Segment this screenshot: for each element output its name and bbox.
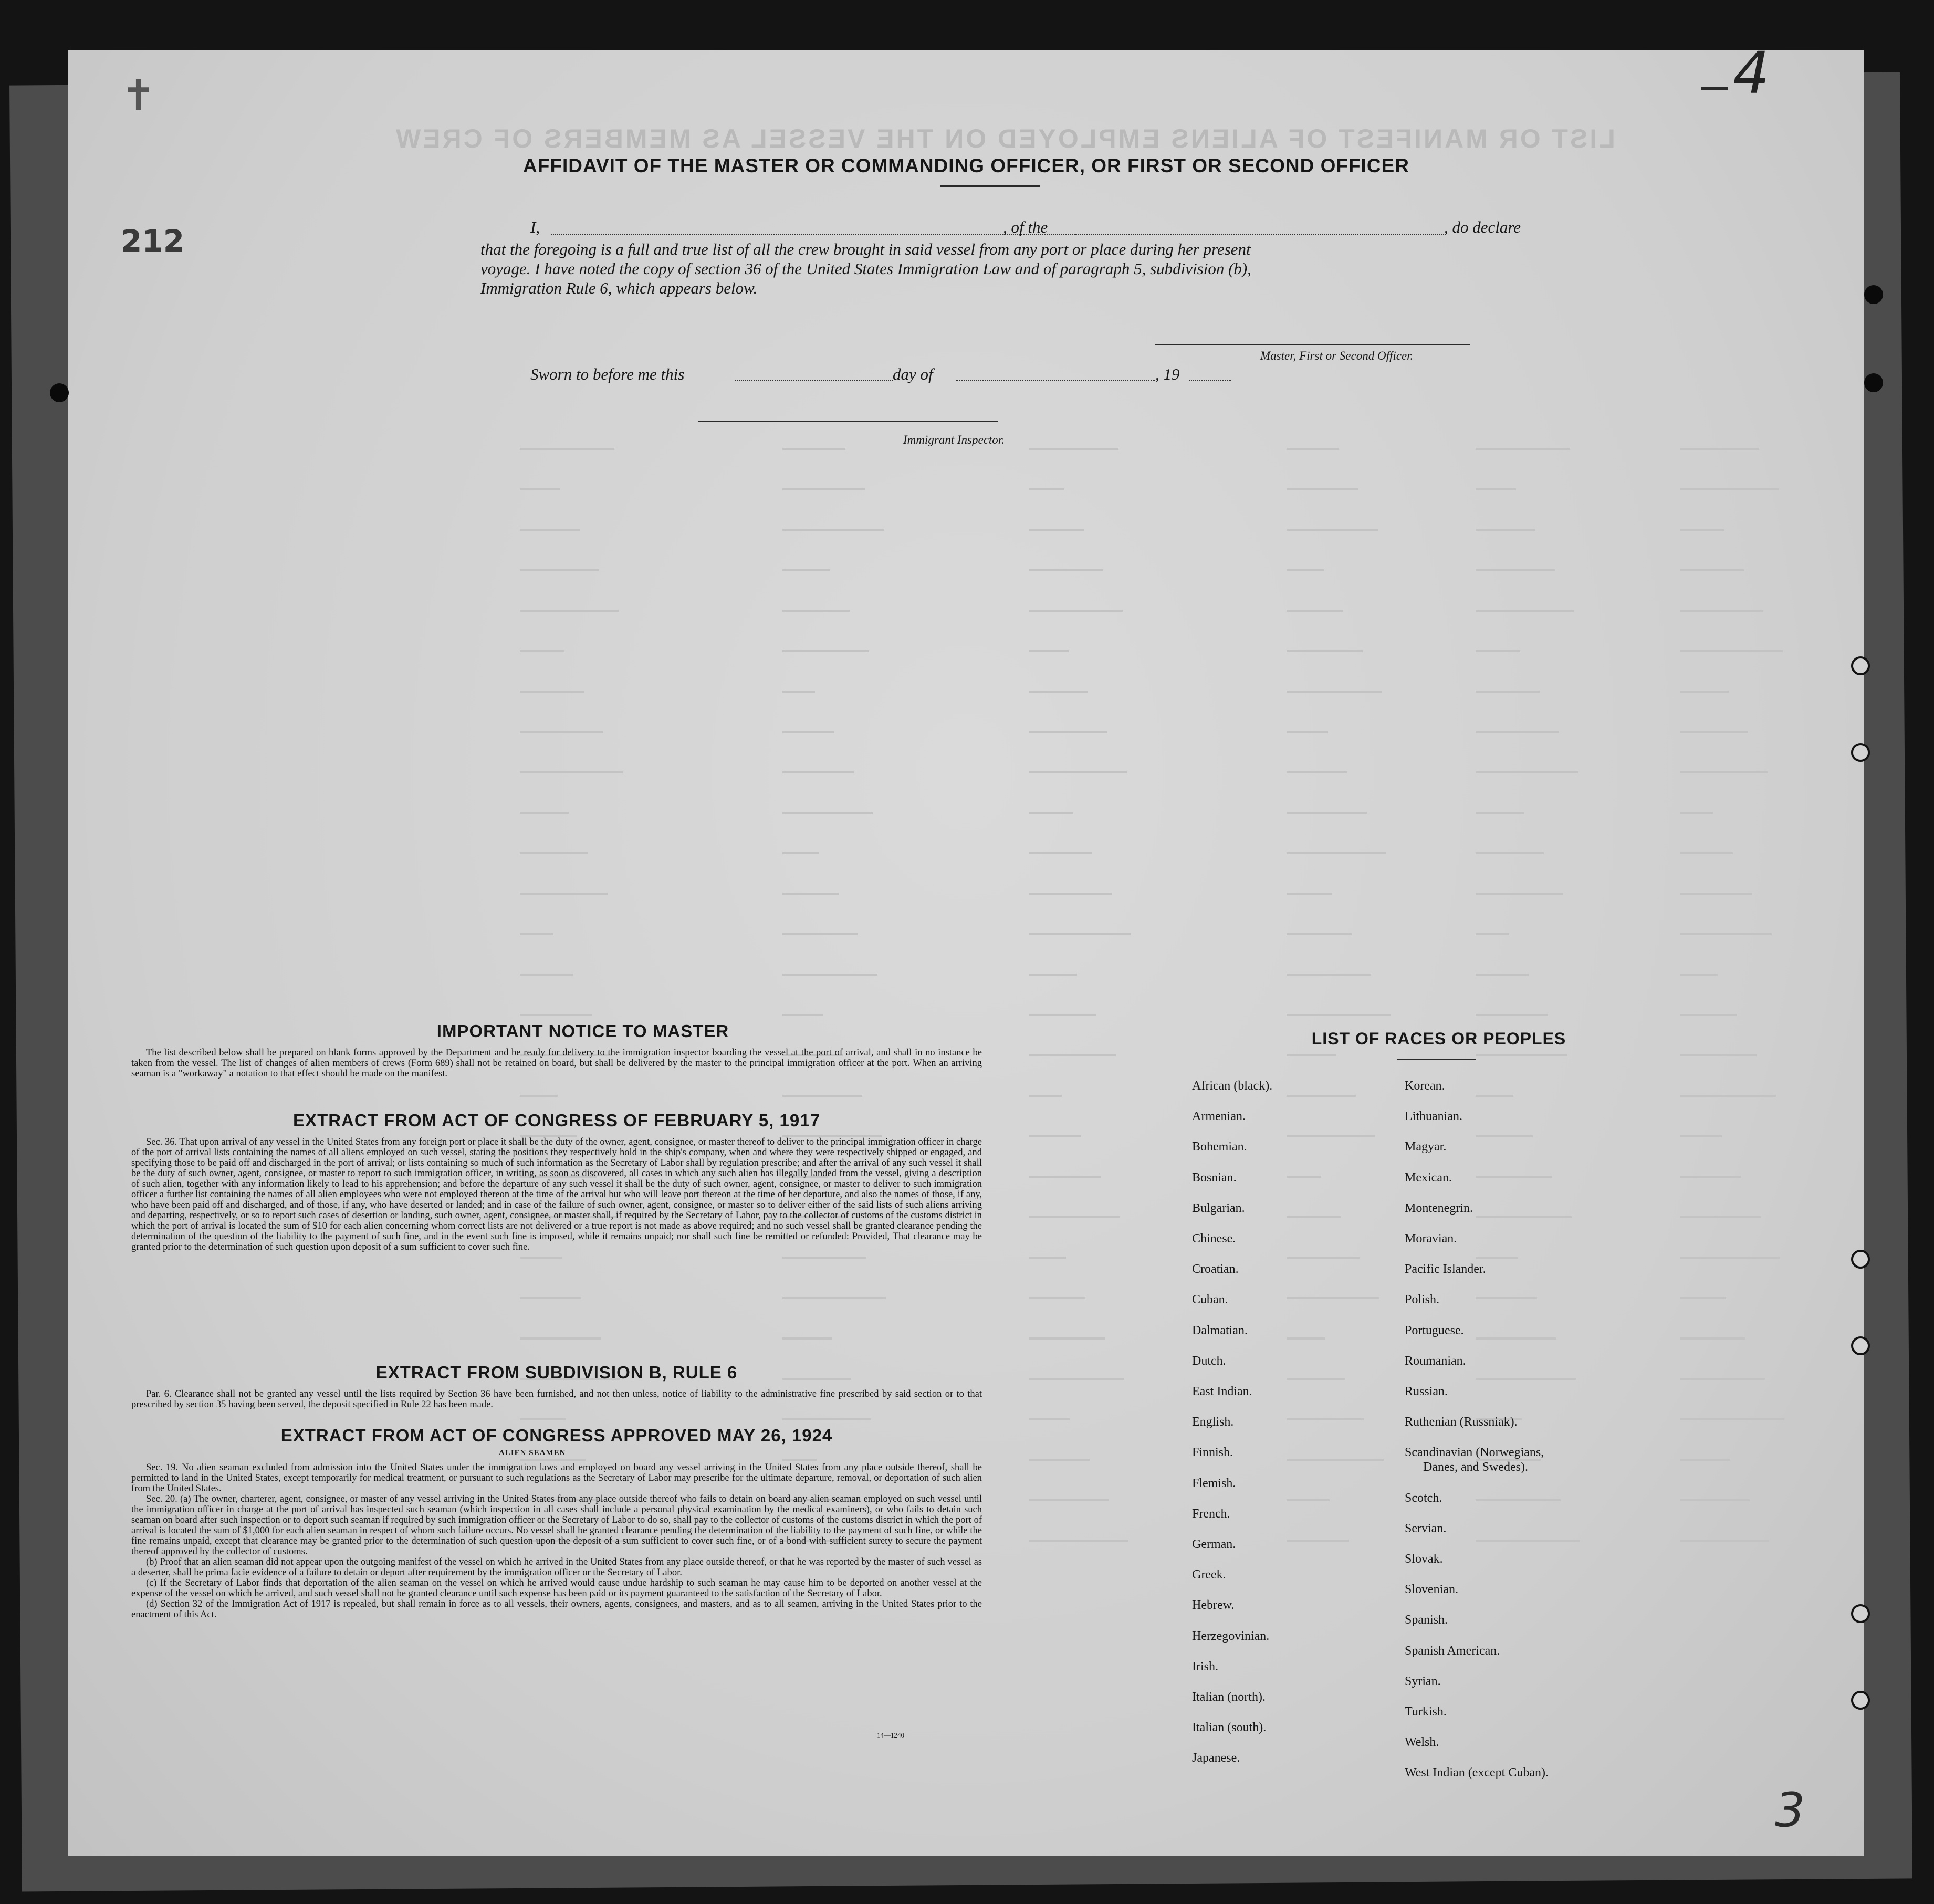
race-item: Hebrew.: [1192, 1598, 1235, 1613]
bleed-through-row: [383, 681, 1749, 704]
race-item: Armenian.: [1192, 1110, 1246, 1124]
race-item: Scandinavian (Norwegians,: [1405, 1446, 1544, 1460]
sworn-year-prefix: , 19: [1155, 365, 1180, 383]
master-signature-line[interactable]: [1155, 344, 1470, 345]
bleed-through-row: [383, 802, 1749, 825]
race-item: English.: [1192, 1415, 1234, 1429]
bleed-through-row: [383, 641, 1749, 664]
affidavit-line-3: voyage. I have noted the copy of section 36 of the United States Immigration Law and of paragraph 5, subdivision (b),: [480, 259, 1251, 278]
punch-hole: [1864, 373, 1883, 392]
race-item: Syrian.: [1405, 1674, 1441, 1688]
master-signature-label: Master, First or Second Officer.: [1260, 349, 1414, 362]
bleed-through-row: [383, 1085, 1749, 1108]
race-item: Welsh.: [1405, 1735, 1439, 1750]
affidavit-line-2: that the foregoing is a full and true list of all the crew brought in said vessel from any port or place during her present: [480, 240, 1251, 258]
race-item: Polish.: [1405, 1293, 1440, 1307]
bottom-number-mark: 3: [1775, 1783, 1805, 1838]
race-item: Roumanian.: [1405, 1354, 1466, 1368]
corner-scribble: ✝: [121, 71, 156, 120]
bleed-through-row: [383, 1288, 1749, 1311]
alien-seamen-subtitle: ALIEN SEAMEN: [499, 1449, 566, 1457]
form-code: 14—1240: [877, 1731, 904, 1739]
notice-text: The list described below shall be prepared on blank forms approved by the Department and be ready for delivery to the immigration inspector boarding the vessel at the port of arrival, and shall in no instance be taken from the vessel. The list of changes of alien members of crews (Form 689) shall not be retained on board, but shall be delivered by the master to the principal immigration officer at the port. When an arriving seaman is a "workaway" a notation to that effect should be made on the manifest.: [131, 1048, 982, 1079]
affidavit-do-declare: , do declare: [1444, 218, 1521, 236]
left-margin-number: 212: [121, 223, 185, 259]
page-number-mark: 4: [1733, 39, 1770, 107]
race-item: Japanese.: [1192, 1751, 1240, 1765]
affidavit-of-the: , of the: [1003, 218, 1048, 236]
title-rule: [940, 185, 1040, 187]
race-item: Cuban.: [1192, 1293, 1228, 1307]
extract-rule6-title: EXTRACT FROM SUBDIVISION B, RULE 6: [375, 1363, 738, 1382]
extract-1917-text: Sec. 36. That upon arrival of any vessel in the United States from any foreign port or place it shall be the duty of the owner, agent, consignee, or master thereof to deliver to the principal immigration officer in charge of the port of arrival lists containing the names of all aliens employed on such vessel, stating the positions they respectively hold in the ship's company, when and where they were respectively shipped or engaged, and specifying those to be paid off and discharged in the port of arrival; or lists containing so much of such information as the Secretary of Labor shall by regulation prescribe; and after the arrival of any such vessel it shall be the duty of such owner, agent, consignee, or master to report to such immigration officer, in writing, as soon as discovered, all cases in which any such alien has illegally landed from the vessel, giving a description of such alien, together with any information likely to lead to his apprehension; and before the departure of any such vessel it shall be the duty of such owner, agent, consignee, or master to deliver to such immigration officer a further list containing the names of all alien employees who were not employed thereon at the time of the arrival but who will leave port thereon at the time of her departure, and also the names of those, if any, who have been paid off and discharged, and of those, if any, who have deserted or landed; and in case of the failure of such owner, agent, consignee, or master so to deliver either of the said lists of such aliens arriving and departing, respectively, or so to report such cases of desertion or landing, such owner, agent, consignee, or master shall, if required by the Secretary of Labor, pay to the collector of customs of the customs district in which the port of arrival is located the sum of $10 for each alien concerning whom correct lists are not delivered or a true report is not made as above required; and no such vessel shall be granted clearance pending the determination of the question of the liability to the payment of such fine, and in the event such fine is imposed, while it remains unpaid; nor shall such fine be remitted or refunded: Provided, That clearance may be granted prior to the determination of such question upon deposit of a sum sufficient to cover such fine.: [131, 1137, 982, 1252]
race-item: Scotch.: [1405, 1491, 1442, 1505]
extract-1924-text: [131, 1462, 982, 1620]
punch-hole: [1851, 656, 1870, 675]
bleed-through-row: [383, 924, 1749, 947]
race-item: Chinese.: [1192, 1232, 1236, 1246]
bleed-through-row: [383, 438, 1749, 462]
extract-1924-paragraph: (d) Section 32 of the Immigration Act of 1917 is repealed, but shall remain in force as to all vessels, their owners, agents, consignees, and masters, and as to all seamen, arriving in the United States prior to the enactment of this Act.: [131, 1599, 982, 1620]
master-name-blank[interactable]: [551, 234, 1076, 235]
vessel-name-blank[interactable]: [1066, 234, 1444, 235]
bleed-through-row: [383, 762, 1749, 785]
race-item: West Indian (except Cuban).: [1405, 1766, 1549, 1780]
race-item: Lithuanian.: [1405, 1110, 1462, 1124]
bleed-through-row: [383, 1328, 1749, 1351]
race-item: Flemish.: [1192, 1476, 1236, 1490]
race-item: Bohemian.: [1192, 1140, 1247, 1154]
affidavit-line-4: Immigration Rule 6, which appears below.: [480, 279, 758, 297]
bleed-through-row: [383, 519, 1749, 542]
sworn-day-of: day of: [893, 365, 933, 383]
punch-hole: [1851, 1691, 1870, 1710]
race-item: Italian (south).: [1192, 1721, 1267, 1735]
extract-1924-paragraph: Sec. 19. No alien seaman excluded from admission into the United States under the immigration laws and employed on board any vessel arriving in the United States from any place outside thereof, shall be permitted to land in the United States, except temporarily for medical treatment, or pursuant to such regulations as the Secretary of Labor may prescribe for the ultimate departure, removal, or deportation of such alien from the United States.: [131, 1462, 982, 1494]
notice-title: IMPORTANT NOTICE TO MASTER: [436, 1021, 729, 1041]
race-item: German.: [1192, 1537, 1236, 1551]
race-item: Portuguese.: [1405, 1323, 1464, 1337]
race-item: Slovak.: [1405, 1552, 1443, 1566]
race-item: Slovenian.: [1405, 1583, 1458, 1597]
race-item: Dalmatian.: [1192, 1323, 1248, 1337]
extract-rule6-text: Par. 6. Clearance shall not be granted any vessel until the lists required by Section 36 have been furnished, and not then unless, notice of liability to the administrative fine prescribed by said section or to that prescribed by section 35 having been served, the deposit specified in Rule 22 has been made.: [131, 1389, 982, 1410]
race-item: Greek.: [1192, 1568, 1226, 1582]
bleed-through-row: [383, 600, 1749, 623]
race-item: Spanish American.: [1405, 1644, 1500, 1658]
sworn-year-blank[interactable]: [1189, 380, 1231, 381]
race-item: Herzegovinian.: [1192, 1629, 1270, 1643]
race-item: Korean.: [1405, 1079, 1445, 1093]
bleed-through-row: [383, 883, 1749, 906]
race-item: Dutch.: [1192, 1354, 1226, 1368]
race-item: Croatian.: [1192, 1262, 1239, 1277]
page-number-dash: [1701, 87, 1728, 90]
extract-1924-paragraph: (c) If the Secretary of Labor finds that deportation of the alien seaman on the vessel on which he arrived would cause undue hardship to such seaman he may cause him to be deported on another vessel at the expense of the vessel on which he arrived, and such vessel shall not be granted clearance until such expense has been paid or its payment guaranteed to the satisfaction of the Secretary of Labor.: [131, 1578, 982, 1599]
punch-hole: [1851, 1336, 1870, 1355]
extract-1924-title: EXTRACT FROM ACT OF CONGRESS APPROVED MAY 26, 1924: [280, 1426, 833, 1445]
affidavit-i: I,: [530, 218, 540, 236]
extract-1917-title: EXTRACT FROM ACT OF CONGRESS OF FEBRUARY 5, 1917: [293, 1111, 820, 1130]
punch-hole: [1851, 1250, 1870, 1269]
bleed-through-row: [383, 560, 1749, 583]
race-item: Irish.: [1192, 1659, 1218, 1673]
race-item: Turkish.: [1405, 1705, 1447, 1719]
punch-hole: [1851, 1604, 1870, 1623]
extract-1924-paragraph: (b) Proof that an alien seaman did not appear upon the outgoing manifest of the vessel on which he arrived in the United States from any place outside thereof, or that he was reported by the master of such vessel as a deserter, shall be prima facie evidence of a failure to detain or deport after requirement by the immigration officer or the Secretary of Labor.: [131, 1557, 982, 1578]
race-item: African (black).: [1192, 1079, 1273, 1093]
race-item: Bulgarian.: [1192, 1201, 1245, 1215]
race-item: Mexican.: [1405, 1170, 1452, 1185]
race-item: Moravian.: [1405, 1232, 1457, 1246]
bleed-through-row: [383, 479, 1749, 502]
sworn-day-blank[interactable]: [735, 380, 893, 381]
race-item: Servian.: [1405, 1521, 1447, 1535]
inspector-signature-line[interactable]: [698, 421, 998, 422]
punch-hole: [1851, 743, 1870, 762]
bleed-through-heading: LIST OR MANIFEST OF ALIENS EMPLOYED ON THE VESSEL AS MEMBERS OF CREW: [394, 124, 1615, 153]
races-title-rule: [1397, 1059, 1476, 1060]
race-item: Ruthenian (Russniak).: [1405, 1415, 1518, 1429]
bleed-through-row: [383, 964, 1749, 987]
bleed-through-row: [383, 843, 1749, 866]
race-item: Bosnian.: [1192, 1170, 1237, 1185]
race-item: Danes, and Swedes).: [1423, 1460, 1528, 1474]
race-item: Pacific Islander.: [1405, 1262, 1486, 1277]
races-title: LIST OF RACES OR PEOPLES: [1311, 1029, 1566, 1048]
race-item: Spanish.: [1405, 1613, 1448, 1627]
left-punch-hole: [50, 383, 69, 402]
race-item: Magyar.: [1405, 1140, 1447, 1154]
bleed-through-row: [383, 721, 1749, 745]
race-item: Montenegrin.: [1405, 1201, 1473, 1215]
race-item: Italian (north).: [1192, 1690, 1266, 1704]
manifest-page: [68, 39, 1864, 1856]
race-item: East Indian.: [1192, 1385, 1252, 1398]
race-item: French.: [1192, 1507, 1230, 1521]
race-item: Russian.: [1405, 1385, 1448, 1398]
race-item: Finnish.: [1192, 1446, 1233, 1460]
sworn-text: Sworn to before me this: [530, 365, 685, 383]
extract-1924-paragraph: Sec. 20. (a) The owner, charterer, agent, consignee, or master of any vessel arriving in the United States from any place outside thereof who fails to detain on board any alien seaman employed on such vessel until the immigration officer in charge at the port of arrival has inspected such seaman (which inspection in all cases shall include a personal physical examination by the medical examiners), or who fails to detain such seaman on board after such inspection or to deport such seaman if required by such immigration officer or the Secretary of Labor to do so, shall pay to the collector of customs of the customs district in which the port of arrival is located the sum of $1,000 for each alien seaman in respect of whom such failure occurs. No vessel shall be granted clearance pending the determination of the liability to the payment of such fine, or while the fine remains unpaid, except that clearance may be granted prior to the determination of such question upon the deposit of a sum sufficient to cover such fine, or of a bond with sufficient surety to secure the payment thereof approved by the collector of customs.: [131, 1494, 982, 1557]
inspector-label: Immigrant Inspector.: [903, 433, 1005, 446]
affidavit-title: AFFIDAVIT OF THE MASTER OR COMMANDING OFFICER, OR FIRST OR SECOND OFFICER: [523, 155, 1409, 176]
punch-hole: [1864, 285, 1883, 304]
sworn-month-blank[interactable]: [956, 380, 1155, 381]
